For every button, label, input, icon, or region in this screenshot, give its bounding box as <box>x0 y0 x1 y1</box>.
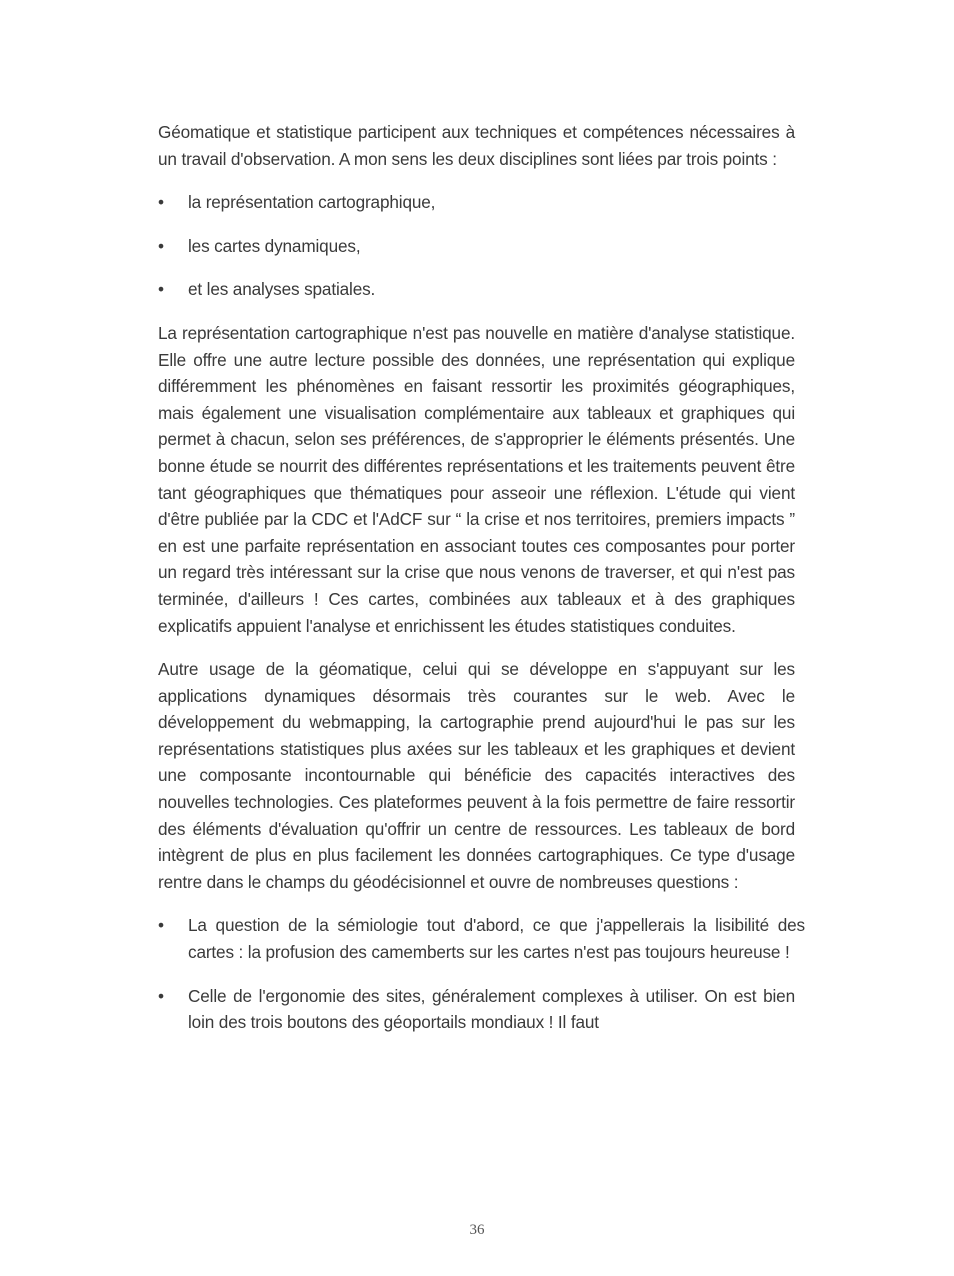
points-list <box>158 189 795 303</box>
list-item-text: et les analyses spatiales. <box>188 279 376 300</box>
intro-paragraph: Géomatique et statistique participent aux techniques et compétences nécessaires à un travail d'observation. A mon sens les deux disciplines sont liées par trois points : <box>158 122 795 169</box>
body-paragraph-cartography: La représentation cartographique n'est pas nouvelle en matière d'analyse statistique. Elle offre une autre lecture possible des données, une représentation qui explique différemment les phénomènes en faisant ressortir les proximités géographiques, mais également une visualisation complémentaire aux tableaux et graphiques qui permet à chacun, selon ses préférences, de s'approprier le éléments présentés. Une bonne étude se nourrit des différentes représentations et les traitements peuvent être tant géographiques que thématiques pour asseoir une réflexion. L'étude qui vient d'être publiée par la CDC et l'AdCF sur “ la crise et nos territoires, premiers impacts ” en est une parfaite représentation en associant toutes ces composantes pour porter un regard très intéressant sur la crise que nous venons de traverser, et qui n'est pas terminée, d'ailleurs ! Ces cartes, combinées aux tableaux et à des graphiques explicatifs appuient l'analyse et enrichissent les études statistiques conduites. <box>158 322 795 636</box>
questions-list <box>158 912 805 1035</box>
list-item <box>158 912 805 965</box>
bullet-icon: • <box>158 915 164 936</box>
list-item <box>158 189 795 216</box>
list-item <box>158 276 795 303</box>
list-item <box>158 983 795 1036</box>
list-item-text: La question de la sémiologie tout d'abord, ce que j'appellerais la lisibilité des cartes : la profusion des camemberts sur les cartes n'est pas toujours heureuse ! <box>188 915 805 963</box>
bullet-icon: • <box>158 192 164 213</box>
list-item <box>158 233 795 260</box>
body-paragraph-webmapping: Autre usage de la géomatique, celui qui se développe en s'appuyant sur les applications dynamiques désormais très courantes sur le web. Avec le développement du webmapping, la cartographie prend aujourd'hui le pas sur les représentations statistiques plus axées sur les tableaux et les graphiques et devient une composante incontournable qui bénéficie des capacités interactives des nouvelles technologies. Ces plateformes peuvent à la fois permettre de faire ressortir des éléments d'évaluation qu'offrir un centre de ressources. Les tableaux de bord intègrent de plus en plus facilement les données cartographiques. Ce type d'usage rentre dans le champs du géodécisionnel et ouvre de nombreuses questions : <box>158 659 795 892</box>
bullet-icon: • <box>158 279 164 300</box>
list-item-text: les cartes dynamiques, <box>188 235 361 256</box>
bullet-icon: • <box>158 235 164 256</box>
page-number: 36 <box>469 1222 485 1238</box>
list-item-text: la représentation cartographique, <box>188 192 436 213</box>
bullet-icon: • <box>158 985 164 1006</box>
page-content <box>158 119 805 1053</box>
list-item-text: Celle de l'ergonomie des sites, généralement complexes à utiliser. On est bien loin des trois boutons des géoportails mondiaux ! Il faut <box>188 985 795 1033</box>
